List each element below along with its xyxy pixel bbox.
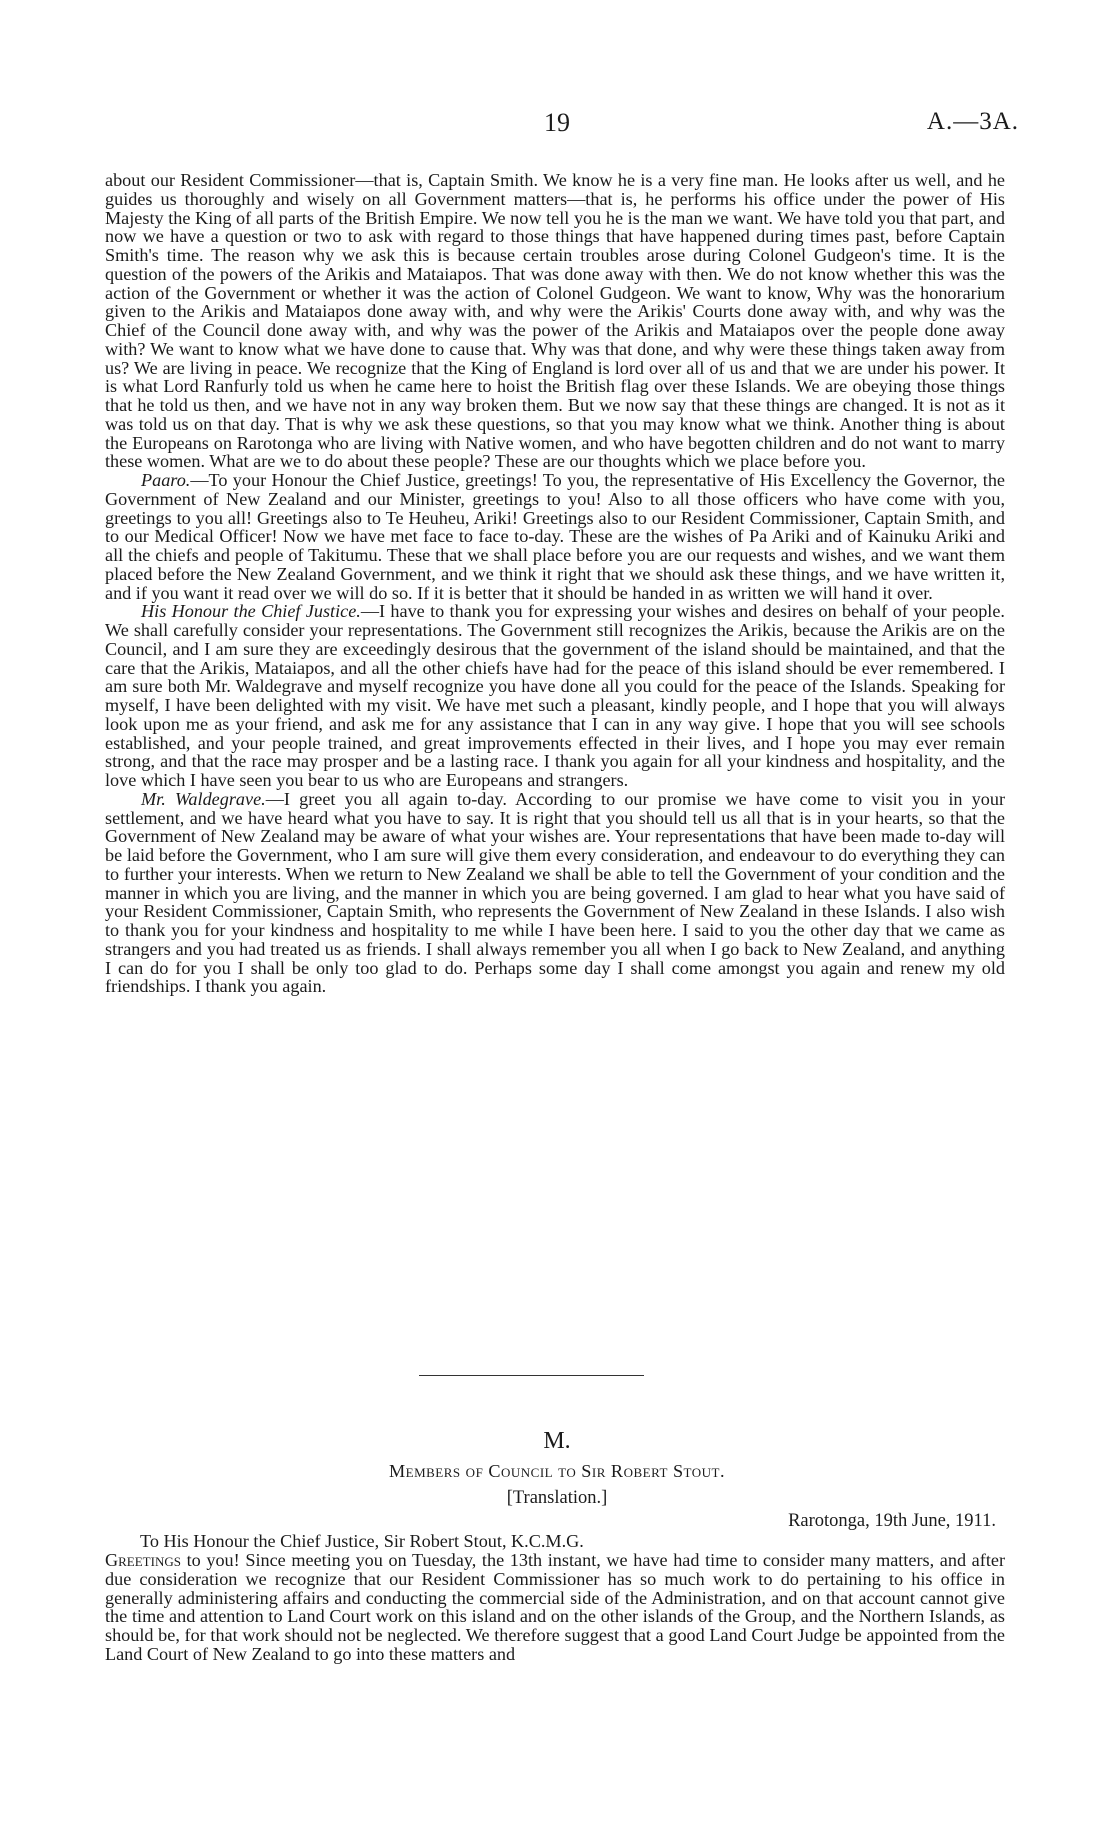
paaro-text: —To your Honour the Chief Justice, greetings! To you, the representative of His Excellency the Governor, the Government of New Zealand and our Minister, greetings to you! Also to all those officers who have come with you, greetings to you all! Greetings also to Te Heuheu, Ariki! Greetings also to our Resident Commissioner, Captain Smith, and to our Medical Officer! Now we have met face to face to-day. These are the wishes of Pa Ariki and of Kainuku Ariki and all the chiefs and people of Takitumu. These that we shall place before you are our requests and wishes, and we want them placed before the New Zealand Government, and we think it right that we should ask these things, and we have written it, and if you want it read over we will do so. If it is better that it should be handed in as written we will hand it over. [105, 470, 1005, 603]
page-reference: A.—3A. [926, 108, 1019, 135]
chief-justice-text: —I have to thank you for expressing your wishes and desires on behalf of your people. We shall carefully consider your representations. The Government still recognizes the Arikis, because the Arikis are on the Council, and I am sure they are exceedingly desirous that the government of the island should be maintained, and that the care that the Arikis, Mataiapos, and all the other chiefs have had for the peace of this island should be ever remembered. I am sure both Mr. Waldegrave and myself recognize you have done all you could for the peace of the Islands. Speaking for myself, I have been delighted with my visit. We have met such a pleasant, kindly people, and I hope that you will always look upon me as your friend, and ask me for any assistance that I can in any way give. I hope that you will see schools established, and your people trained, and great improvements effected in their lives, and I hope you may ever remain strong, and that the race may prosper and be a lasting race. I thank you again for all your kindness and hospitality, and the love which I have seen you bear to us who are Europeans and strangers. [105, 601, 1005, 790]
speaker-chief-justice: His Honour the Chief Justice. [141, 601, 361, 622]
letter-address: To His Honour the Chief Justice, Sir Robert Stout, K.C.M.G. [140, 1531, 584, 1551]
paragraph-paaro [105, 471, 1005, 602]
paragraph-chief-justice [105, 602, 1005, 790]
section-title: Members of Council to Sir Robert Stout. [388, 1461, 726, 1481]
letter-body [105, 1551, 1005, 1664]
letter-greeting: Greetings [105, 1550, 181, 1570]
letter-text: to you! Since meeting you on Tuesday, the 13th instant, we have had time to consider many matters, and after due consideration we recognize that our Resident Commissioner has so much work to do pertaining to his office in generally administering affairs and conducting the commercial side of the Administration, and on that account cannot give the time and attention to Land Court work on this island and on the other islands of the Group, and the Northern Islands, as should be, for that work should not be neglected. We therefore suggest that a good Land Court Judge be appointed from the Land Court of New Zealand to go into these matters and [105, 1550, 1005, 1664]
letter-dateline: Rarotonga, 19th June, 1911. [788, 1511, 996, 1531]
paragraph-waldegrave [105, 790, 1005, 996]
waldegrave-text: —I greet you all again to-day. According to our promise we have come to visit you in your settlement, and we have heard what you have to say. It is right that you should tell us all that is in your hearts, so that the Government of New Zealand may be aware of what your wishes are. Your representations that have been made to-day will be laid before the Government, who I am sure will give them every consideration, and endeavour to do everything they can to further your interests. When we return to New Zealand we shall be able to tell the Government of your condition and the manner in which you are living, and the manner in which you are being governed. I am glad to hear what you have said of your Resident Commissioner, Captain Smith, who represents the Government of New Zealand in these Islands. I also wish to thank you for your kindness and hospitality to me while I have been here. I said to you the other day that we came as strangers and you had treated us as friends. I shall always remember you all when I go back to New Zealand, and anything I can do for you I shall be only too glad to do. Perhaps some day I shall come amongst you again and renew my old friendships. I thank you again. [105, 788, 1005, 997]
page-number: 19 [544, 108, 570, 137]
section-letter: M. [543, 1428, 571, 1454]
section-divider [419, 1375, 644, 1376]
speaker-paaro: Paaro. [141, 470, 191, 490]
translation-note: [Translation.] [506, 1488, 608, 1508]
speaker-waldegrave: Mr. Waldegrave. [141, 788, 266, 809]
letter-paragraph [105, 1551, 1005, 1664]
main-text [105, 171, 1005, 996]
paragraph-resident-commissioner: about our Resident Commissioner—that is, Captain Smith. We know he is a very fine man. He looks after us well, and he guides us thoroughly and wisely on all Government matters—that is, he performs his office under the power of His Majesty the King of all parts of the British Empire. We now tell you he is the man we want. We have told you that part, and now we have a question or two to ask with regard to those things that have happened during times past, before Captain Smith's time. The reason why we ask this is because certain troubles arose during Colonel Gudgeon's time. It is the question of the powers of the Arikis and Mataiapos. That was done away with then. We do not know whether this was the action of the Government or whether it was the action of Colonel Gudgeon. We want to know, Why was the honorarium given to the Arikis and Mataiapos done away with, and why were the Arikis' Courts done away with, and why was the Chief of the Council done away with, and why was the power of the Arikis and Mataiapos over the people done away with? We want to know what we have done to cause that. Why was that done, and why were these things taken away from us? We are living in peace. We recognize that the King of England is lord over all of us and that we are under his power. It is what Lord Ranfurly told us when he came here to hoist the British flag over these Islands. We are obeying those things that he told us then, and we have not in any way broken them. But we now say that these things are changed. It is not as it was told us on that day. That is why we ask these questions, so that you may know what we think. Another thing is about the Europeans on Rarotonga who are living with Native women, and who have begotten children and do not want to marry these women. What are we to do about these people? These are our thoughts which we place before you. [105, 170, 1005, 472]
